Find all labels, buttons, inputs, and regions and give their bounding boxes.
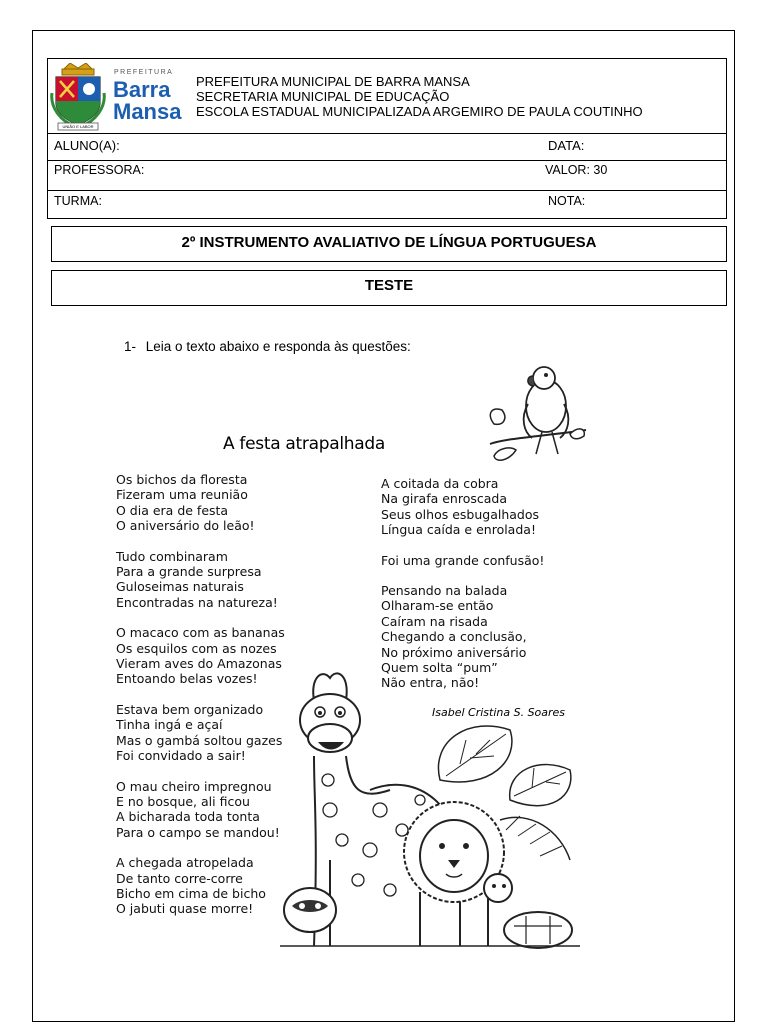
poem-line: Os bichos da floresta xyxy=(116,472,248,487)
poem-line: Para o campo se mandou! xyxy=(116,824,280,840)
student-label: ALUNO(A): xyxy=(54,138,120,153)
poem-line: O jabuti quase morre! xyxy=(116,901,254,917)
header-line-3: ESCOLA ESTADUAL MUNICIPALIZADA ARGEMIRO DE PAULA COUTINHO xyxy=(196,104,643,119)
header-line-2: SECRETARIA MUNICIPAL DE EDUCAÇÃO xyxy=(196,89,450,104)
poem-line: Guloseimas naturais xyxy=(116,579,244,595)
poem-line: Foi uma grande confusão! xyxy=(381,552,545,568)
poem-line: Tudo combinaram xyxy=(116,548,228,564)
header-box xyxy=(47,58,727,134)
poem-line: O aniversário do leão! xyxy=(116,518,255,534)
question-1 xyxy=(124,339,411,354)
poem-line: Vieram aves do Amazonas xyxy=(116,656,282,672)
poem-line: Quem solta “pum” xyxy=(381,660,498,676)
poem-line: A bicharada toda tonta xyxy=(116,809,260,825)
poem-line: Caíram na risada xyxy=(381,613,488,629)
poem-line: Entoando belas vozes! xyxy=(116,671,258,687)
poem-line: Encontradas na natureza! xyxy=(116,594,278,610)
poem-line: A coitada da cobra xyxy=(381,476,499,491)
poem-line: O macaco com as bananas xyxy=(116,625,285,641)
header-line-1: PREFEITURA MUNICIPAL DE BARRA MANSA xyxy=(196,74,470,89)
logo-barra: Barra xyxy=(113,77,171,102)
exam-subtitle: TESTE xyxy=(364,277,414,294)
poem-line: Chegando a conclusão, xyxy=(381,629,527,645)
logo-motto: UNIÃO E LABOR xyxy=(62,124,94,129)
grade-label: NOTA: xyxy=(548,194,586,208)
poem-line: A chegada atropelada xyxy=(116,855,254,871)
poem-line: O mau cheiro impregnou xyxy=(116,778,272,794)
stanza xyxy=(381,476,581,538)
parrot-illustration xyxy=(486,364,590,470)
poem-line: De tanto corre-corre xyxy=(116,870,243,886)
animals-illustration xyxy=(270,660,590,952)
poem-line: Pensando na balada xyxy=(381,583,508,599)
poem-line: E no bosque, ali ficou xyxy=(116,793,250,809)
teacher-row xyxy=(47,160,727,191)
question-text: Leia o texto abaixo e responda às questões: xyxy=(145,339,411,354)
poem-line: Fizeram uma reunião xyxy=(116,487,248,503)
poem-line: Para a grande surpresa xyxy=(116,564,262,580)
poem-line: Bicho em cima de bicho xyxy=(116,885,266,901)
logo-mansa: Mansa xyxy=(113,99,182,124)
class-label: TURMA: xyxy=(54,194,102,208)
poem-line: Tinha ingá e açaí xyxy=(116,717,223,733)
logo-prefeitura: PREFEITURA xyxy=(114,69,174,76)
exam-title: 2º INSTRUMENTO AVALIATIVO DE LÍNGUA PORTUGUESA xyxy=(181,234,597,251)
student-row xyxy=(47,133,727,161)
question-number: 1- xyxy=(124,339,137,354)
date-label: DATA: xyxy=(548,138,585,153)
poem-line: Língua caída e enrolada! xyxy=(381,522,536,538)
title-box xyxy=(51,226,727,262)
stanza xyxy=(116,472,311,534)
class-row xyxy=(47,190,727,219)
poem-line: Não entra, não! xyxy=(381,675,480,691)
poem-line: Na girafa enroscada xyxy=(381,491,507,507)
poem-line: Os esquilos com as nozes xyxy=(116,640,277,656)
poem-line: No próximo aniversário xyxy=(381,644,527,660)
subtitle-box xyxy=(51,270,727,306)
value-label: VALOR: 30 xyxy=(545,163,608,177)
poem-title: A festa atrapalhada xyxy=(223,434,385,454)
stanza xyxy=(116,549,311,611)
teacher-label: PROFESSORA: xyxy=(54,163,145,177)
poem-line: Seus olhos esbugalhados xyxy=(381,506,540,522)
coat-of-arms-icon xyxy=(50,63,106,131)
poem-line: O dia era de festa xyxy=(116,502,229,518)
poem-line: Estava bem organizado xyxy=(116,701,264,717)
stanza xyxy=(381,553,581,568)
poem-line: Olharam-se então xyxy=(381,598,494,614)
poem-author: Isabel Cristina S. Soares xyxy=(432,706,566,719)
poem-line: Mas o gambá soltou gazes xyxy=(116,732,283,748)
poem-line: Foi convidado a sair! xyxy=(116,748,246,764)
city-logo xyxy=(50,63,188,131)
